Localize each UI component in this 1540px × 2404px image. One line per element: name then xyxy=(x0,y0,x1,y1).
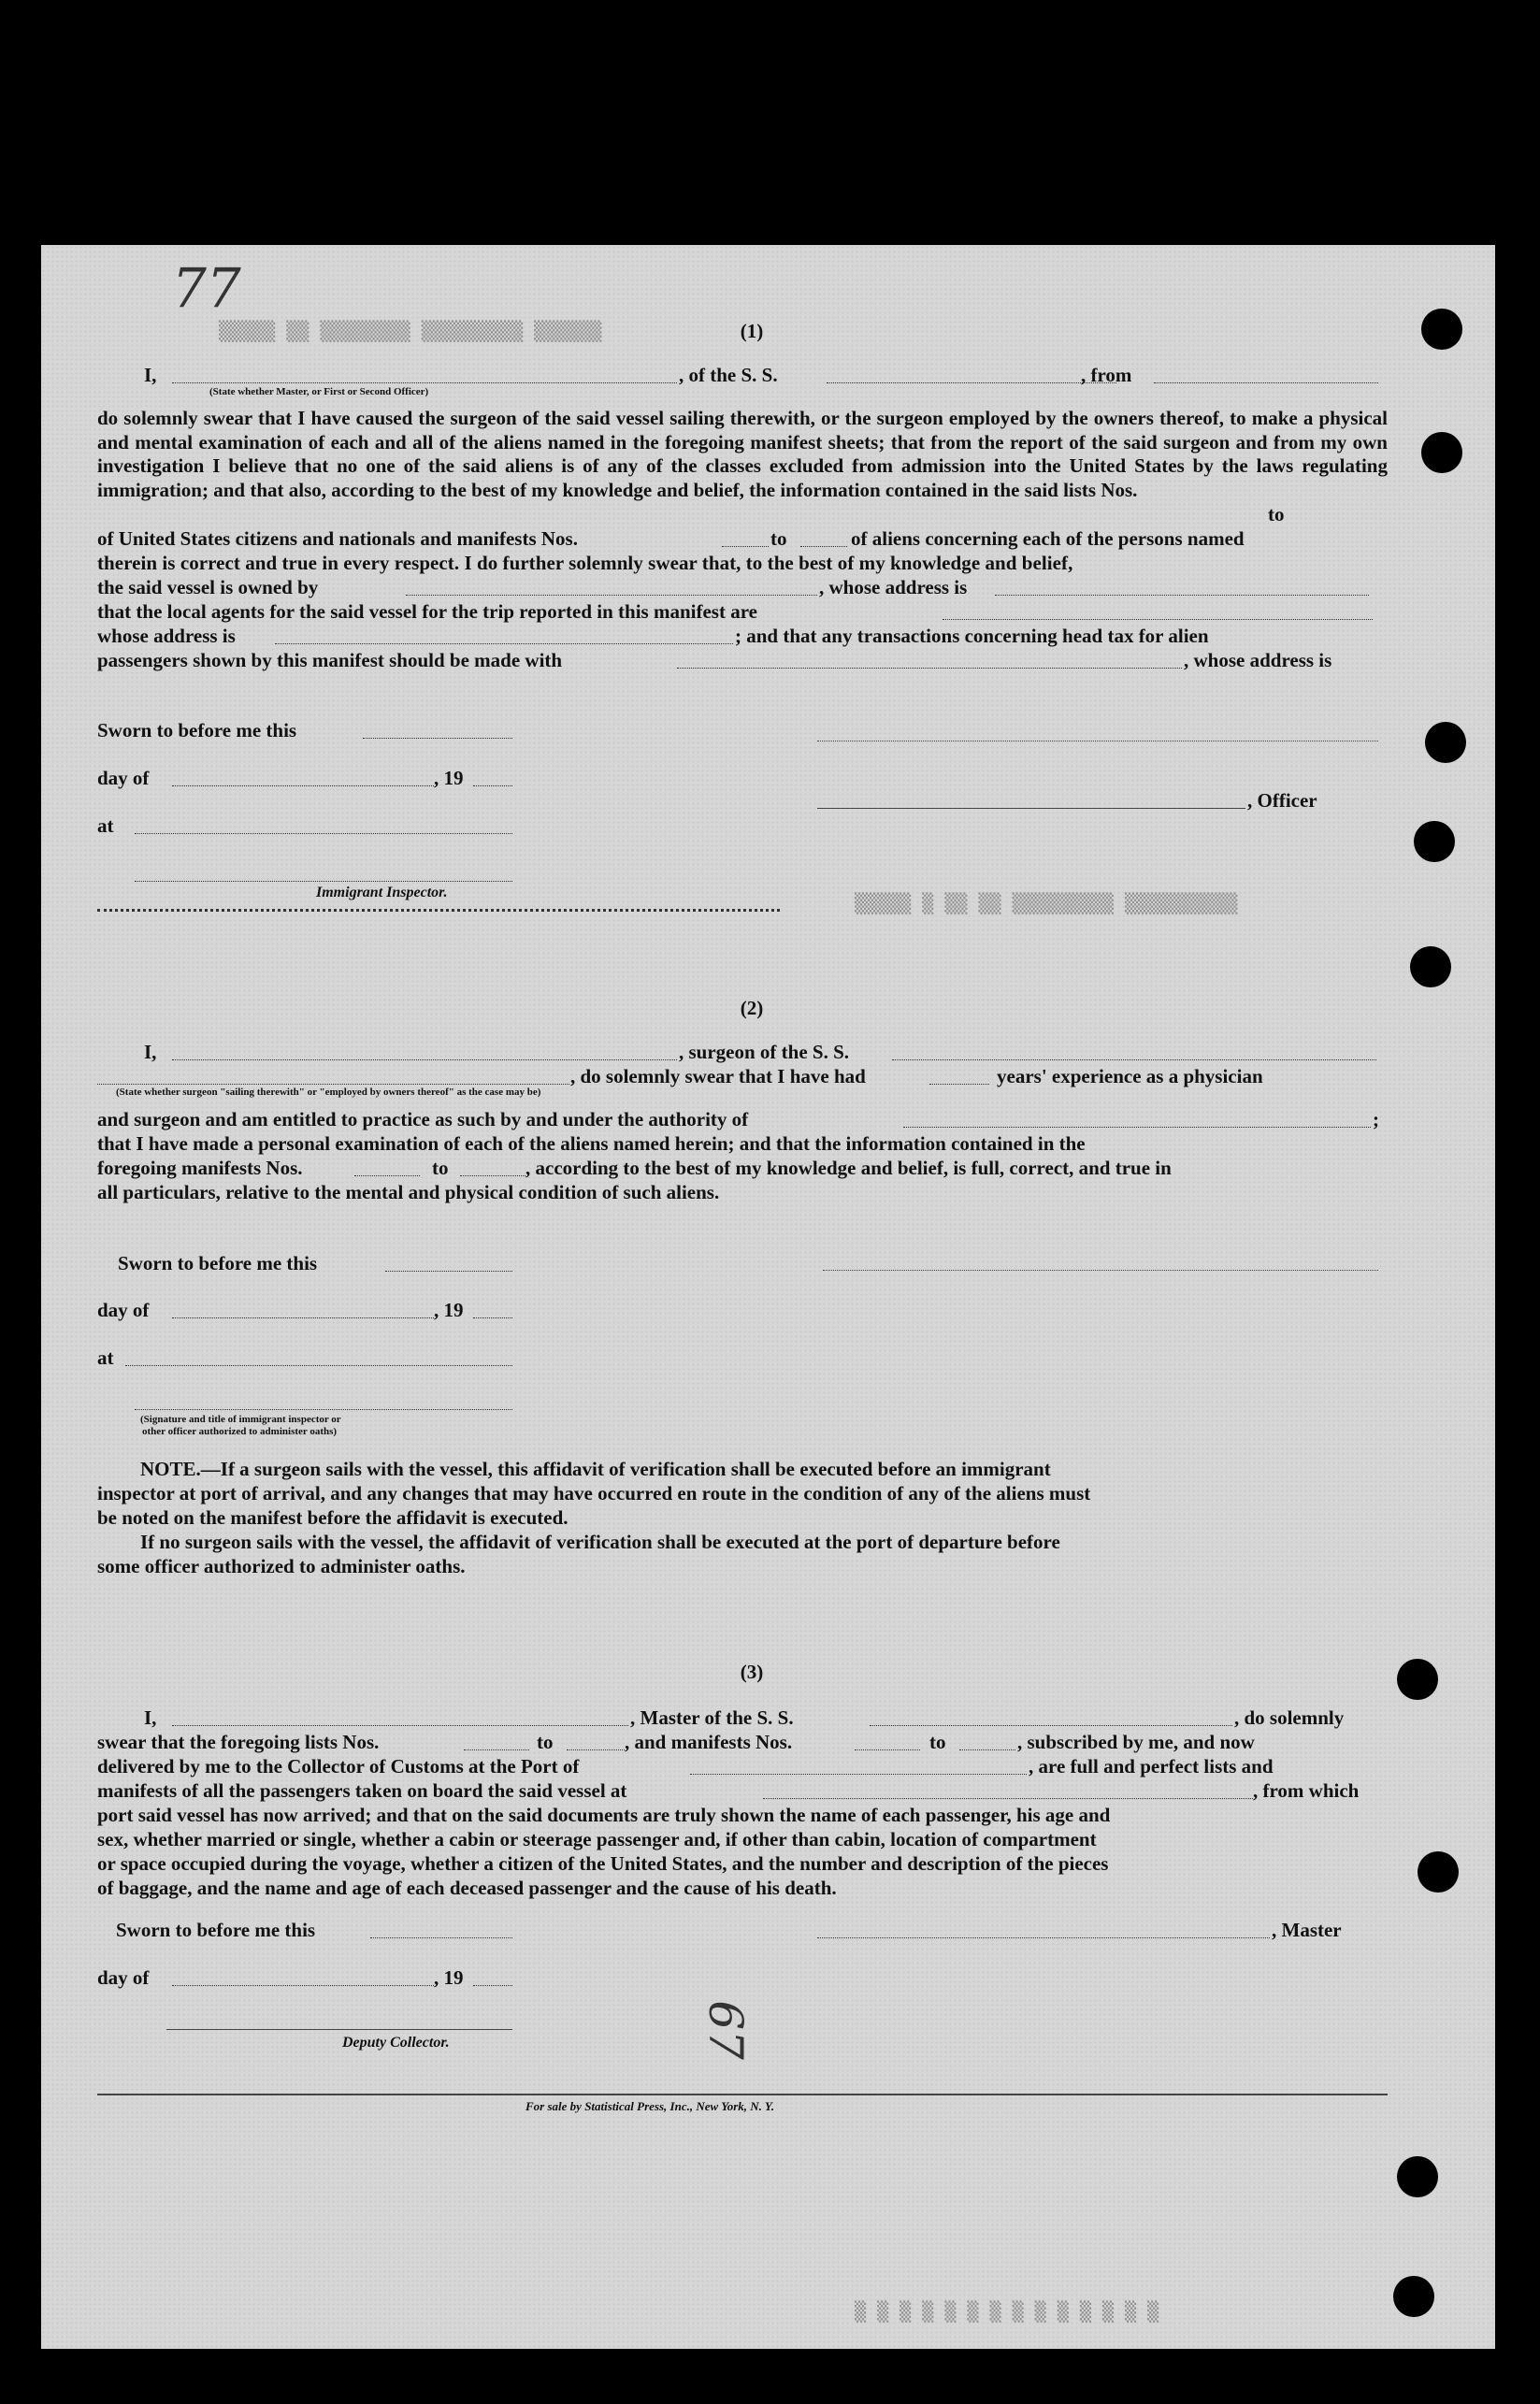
s2-surgeon-sig-line xyxy=(823,1270,1378,1271)
s1-officer-sig-line-3 xyxy=(1098,808,1245,809)
s2-year: , 19 xyxy=(434,1299,464,1321)
bleed-through-text: ▒▒▒▒▒ ▒▒ ▒▒▒▒▒▒▒▒ ▒▒▒▒▒▒▒▒▒ ▒▒▒▒▒▒ xyxy=(219,320,602,342)
s1-bleed-through: ▒▒▒▒▒ ▒ ▒▒ ▒▒ ▒▒▒▒▒▒▒▒▒ ▒▒▒▒▒▒▒▒▒▒ xyxy=(855,892,1238,914)
s3-port-line xyxy=(690,1774,1027,1775)
s1-head-tax: ; and that any transactions concerning head tax for alien xyxy=(735,625,1209,647)
s2-sig-line xyxy=(135,1409,512,1410)
punch-hole xyxy=(1410,946,1451,987)
s2-year-line xyxy=(473,1317,512,1318)
s1-day-line xyxy=(172,785,434,786)
s1-from-line xyxy=(1154,382,1378,383)
s2-manifest-from-line xyxy=(354,1175,420,1176)
s3-year: , 19 xyxy=(434,1966,464,1989)
section-3-number: (3) xyxy=(740,1661,764,1683)
s2-surgeon-note: (State whether surgeon "sailing therewith" or "employed by owners thereof" as the case may be) xyxy=(116,1087,541,1098)
s1-day-of: day of xyxy=(97,767,150,789)
s1-inspector: Immigrant Inspector. xyxy=(316,885,448,900)
s1-body3: therein is correct and true in every respect. I do further solemnly swear that, to the best of my knowledge and belief, xyxy=(97,552,1073,574)
s3-master-of: , Master of the S. S. xyxy=(630,1706,794,1729)
s2-swear: , do solemnly swear that I have had xyxy=(570,1065,866,1087)
s2-years-line xyxy=(929,1084,989,1085)
punch-hole xyxy=(1397,2156,1438,2197)
s3-l1e: , subscribed by me, and now xyxy=(1017,1731,1255,1753)
s1-whose-address-is-3: , whose address is xyxy=(1184,649,1332,671)
section-1-number: (1) xyxy=(740,320,764,342)
s1-owner-address-line xyxy=(995,595,1369,596)
s1-inspector-line xyxy=(135,881,512,882)
punch-hole xyxy=(1418,1851,1459,1893)
s1-ship-name-line xyxy=(827,382,1116,383)
s2-manifest-to-line xyxy=(460,1175,525,1176)
s2-surgeon-role-line xyxy=(97,1084,569,1085)
s3-master: , Master xyxy=(1272,1919,1342,1941)
s3-l2b: , are full and perfect lists and xyxy=(1029,1755,1274,1778)
punch-hole xyxy=(1393,2276,1434,2317)
s3-boarding-port-line xyxy=(763,1798,1253,1799)
s1-at: at xyxy=(97,814,114,837)
section-2-number: (2) xyxy=(740,997,764,1019)
s2-note-5: some officer authorized to administer oaths. xyxy=(97,1555,466,1577)
s3-day-line xyxy=(172,1985,434,1986)
s3-l3b: , from which xyxy=(1253,1779,1360,1802)
s2-l1: and surgeon and am entitled to practice as such by and under the authority of xyxy=(97,1108,749,1130)
s3-master-name-line xyxy=(172,1725,628,1726)
punch-hole xyxy=(1397,1659,1438,1700)
punch-hole xyxy=(1425,722,1466,763)
s1-year: , 19 xyxy=(434,767,464,789)
s2-note-3: be noted on the manifest before the affidavit is executed. xyxy=(97,1506,569,1529)
s2-note-2: inspector at port of arrival, and any changes that may have occurred en route in the condition of any of the aliens must xyxy=(97,1482,1091,1504)
s1-agents-line xyxy=(943,619,1373,620)
s3-manifests-to-line xyxy=(959,1749,1015,1750)
s3-lists-from-line xyxy=(464,1749,529,1750)
s3-deputy-line xyxy=(166,2029,512,2030)
s1-body2-end: of aliens concerning each of the persons named xyxy=(851,527,1245,550)
s1-manifest-to-line xyxy=(800,546,847,547)
s2-l3c: , according to the best of my knowledge and belief, is full, correct, and true in xyxy=(525,1157,1172,1179)
s2-sig-note-1: (Signature and title of immigrant inspector or xyxy=(140,1414,341,1425)
s2-at: at xyxy=(97,1346,114,1369)
s1-agents-address-line xyxy=(275,643,733,644)
s3-year-line xyxy=(473,1985,512,1986)
footer-imprint: For sale by Statistical Press, Inc., New York, N. Y. xyxy=(525,2099,775,2113)
s1-local-agents: that the local agents for the said vessel for the trip reported in this manifest are xyxy=(97,600,757,623)
s1-owner-line xyxy=(406,595,817,596)
s2-note-4: If no surgeon sails with the vessel, the affidavit of verification shall be executed at the port of departure before xyxy=(140,1531,1060,1553)
s1-separator-dots xyxy=(97,909,780,912)
s2-l4: all particulars, relative to the mental and physical condition of such aliens. xyxy=(97,1181,720,1203)
s1-of-ss: , of the S. S. xyxy=(679,364,778,386)
s2-sig-note-2: other officer authorized to administer oaths) xyxy=(142,1426,338,1437)
s1-sworn: Sworn to before me this xyxy=(97,719,297,741)
punch-hole xyxy=(1421,309,1462,350)
s2-note-1: —If a surgeon sails with the vessel, this affidavit of verification shall be executed before an immigrant xyxy=(200,1458,1051,1480)
s3-l1b: to xyxy=(537,1731,554,1753)
s1-i-label: I, xyxy=(144,364,157,386)
s1-sworn-line xyxy=(363,738,512,739)
s3-do-solemnly: , do solemnly xyxy=(1234,1706,1345,1729)
s3-l5: sex, whether married or single, whether a cabin or steerage passenger and, if other than cabin, location of compartment xyxy=(97,1828,1097,1850)
s3-l1a: swear that the foregoing lists Nos. xyxy=(97,1731,380,1753)
s1-officer: , Officer xyxy=(1247,789,1317,812)
s1-year-line xyxy=(473,785,512,786)
punch-hole xyxy=(1421,432,1462,473)
s3-ship-line xyxy=(870,1725,1232,1726)
s1-head-tax-line xyxy=(677,668,1182,669)
s3-sworn: Sworn to before me this xyxy=(116,1919,316,1941)
s3-lists-to-line xyxy=(567,1749,625,1750)
s3-l3a: manifests of all the passengers taken on board the said vessel at xyxy=(97,1779,627,1802)
s1-body-to: to xyxy=(1268,503,1285,525)
s3-master-sig-line xyxy=(817,1937,1270,1938)
s2-authority-line xyxy=(903,1127,1371,1128)
s1-body2: of United States citizens and nationals and manifests Nos. xyxy=(97,527,578,550)
s2-l3b: to xyxy=(432,1157,449,1179)
s2-sworn: Sworn to before me this xyxy=(118,1252,318,1274)
s1-body: do solemnly swear that I have caused the surgeon of the said vessel sailing therewith, or the surgeon employed by the owners thereof, to make a physical and mental examination of each and all of the aliens named in the foregoing manifest sheets; that from the report of the said surgeon and from my own investigation I believe that no one of the said aliens is of any of the classes excluded from admission into the United States by the laws regulating immigration; and that also, according to the best of my knowledge and belief, the information contained in the said lists Nos. xyxy=(97,407,1388,501)
s1-whose-address-is: , whose address is xyxy=(819,576,968,598)
s2-surgeon-name-line xyxy=(172,1059,677,1060)
s3-l1c: , and manifests Nos. xyxy=(625,1731,793,1753)
s1-officer-sig-line-2 xyxy=(817,808,1098,809)
s1-at-line xyxy=(135,833,512,834)
s1-officer-note: (State whether Master, or First or Second Officer) xyxy=(209,386,429,397)
s3-deputy: Deputy Collector. xyxy=(342,2035,450,2051)
document-sheet xyxy=(41,245,1495,2349)
s3-l6: or space occupied during the voyage, whether a citizen of the United States, and the number and description of the pieces xyxy=(97,1852,1109,1875)
s3-l4: port said vessel has now arrived; and that on the said documents are truly shown the name of each passenger, his age and xyxy=(97,1804,1111,1826)
s2-day-of: day of xyxy=(97,1299,150,1321)
bottom-bleed-through: ▒ ▒ ▒ ▒ ▒ ▒ ▒ ▒ ▒ ▒ ▒ ▒ ▒ ▒ xyxy=(855,2300,1159,2323)
s3-l1d: to xyxy=(929,1731,946,1753)
footer-rule xyxy=(97,2094,1388,2095)
s2-l2: that I have made a personal examination of each of the aliens named herein; and that the information contained in the xyxy=(97,1132,1086,1155)
s2-i-label: I, xyxy=(144,1041,157,1063)
s1-body2-to: to xyxy=(770,527,787,550)
handwritten-bottom-mark: 67 xyxy=(698,2000,753,2060)
s1-from: , from xyxy=(1081,364,1132,386)
s2-years: years' experience as a physician xyxy=(997,1065,1263,1087)
s2-l3a: foregoing manifests Nos. xyxy=(97,1157,303,1179)
s3-l7: of baggage, and the name and age of each deceased passenger and the cause of his death. xyxy=(97,1877,837,1899)
s2-note-line-1 xyxy=(140,1457,1051,1481)
s3-sworn-line xyxy=(370,1937,512,1938)
s3-day-of: day of xyxy=(97,1966,150,1989)
s2-l1-semicolon: ; xyxy=(1373,1108,1379,1130)
handwritten-page-mark: 77 xyxy=(172,256,241,320)
s3-manifests-from-line xyxy=(855,1749,920,1750)
s2-surgeon-of: , surgeon of the S. S. xyxy=(679,1041,850,1063)
s1-officer-name-line xyxy=(172,382,677,383)
s2-sworn-line xyxy=(385,1271,512,1272)
s1-owned-by: the said vessel is owned by xyxy=(97,576,319,598)
s1-whose-address-is-2: whose address is xyxy=(97,625,236,647)
punch-hole xyxy=(1414,821,1455,862)
s1-manifest-from-line xyxy=(722,546,769,547)
s2-note-label: NOTE. xyxy=(140,1458,201,1480)
s2-day-line xyxy=(172,1317,434,1318)
s2-at-line xyxy=(125,1365,512,1366)
s3-l2a: delivered by me to the Collector of Customs at the Port of xyxy=(97,1755,580,1778)
s1-passengers: passengers shown by this manifest should be made with xyxy=(97,649,563,671)
s2-ship-line xyxy=(892,1059,1376,1060)
s3-i-label: I, xyxy=(144,1706,157,1729)
